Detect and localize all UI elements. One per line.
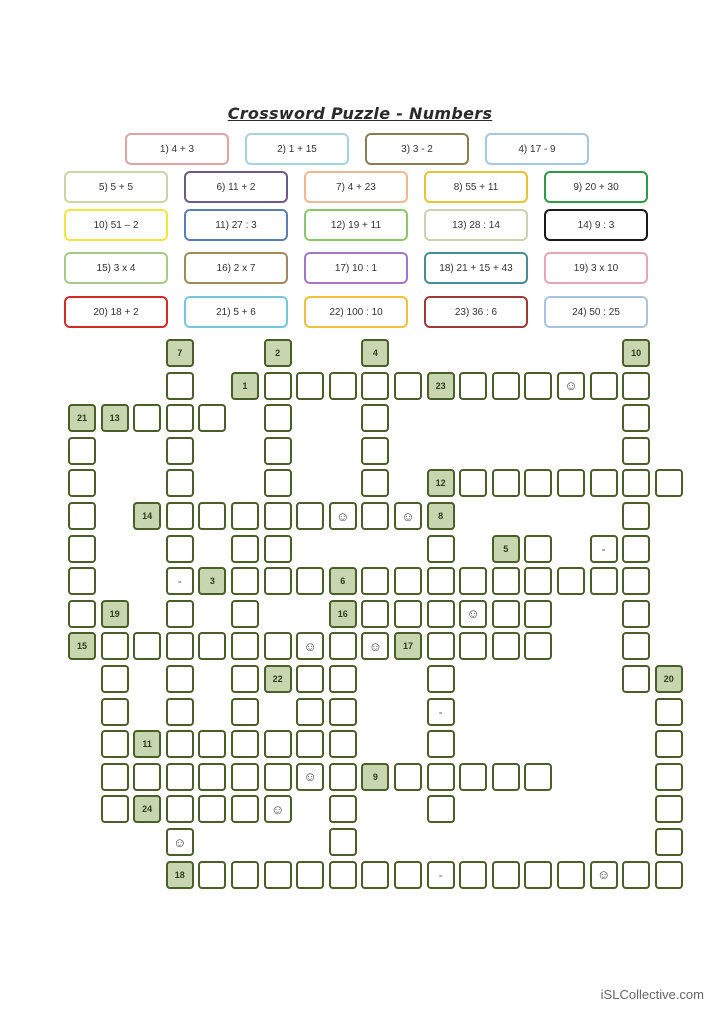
numbered-cell[interactable]: 9 (361, 763, 389, 791)
letter-cell[interactable] (361, 437, 389, 465)
letter-cell[interactable] (329, 632, 357, 660)
letter-cell[interactable] (524, 372, 552, 400)
letter-cell[interactable] (329, 665, 357, 693)
letter-cell[interactable] (492, 600, 520, 628)
letter-cell[interactable] (590, 567, 618, 595)
numbered-cell[interactable]: 19 (101, 600, 129, 628)
letter-cell[interactable] (264, 632, 292, 660)
smiley-icon: ☺ (368, 638, 383, 654)
letter-cell[interactable] (622, 502, 650, 530)
letter-cell[interactable] (264, 469, 292, 497)
letter-cell[interactable] (361, 372, 389, 400)
letter-cell[interactable] (231, 763, 259, 791)
numbered-cell[interactable]: 5 (492, 535, 520, 563)
clue-box: 12) 19 + 11 (304, 209, 408, 241)
letter-cell[interactable] (622, 665, 650, 693)
smiley-icon: ☺ (173, 834, 187, 850)
numbered-cell[interactable]: 7 (166, 339, 194, 367)
letter-cell[interactable] (133, 632, 161, 660)
letter-cell[interactable] (264, 372, 292, 400)
clue-box: 8) 55 + 11 (424, 171, 528, 203)
letter-cell[interactable] (296, 567, 324, 595)
letter-cell[interactable] (622, 567, 650, 595)
letter-cell[interactable] (231, 567, 259, 595)
letter-cell[interactable] (329, 795, 357, 823)
letter-cell[interactable] (557, 861, 585, 889)
numbered-cell[interactable]: 20 (655, 665, 683, 693)
letter-cell[interactable] (622, 404, 650, 432)
clue-box: 19) 3 x 10 (544, 252, 648, 284)
letter-cell[interactable] (524, 469, 552, 497)
letter-cell[interactable] (622, 861, 650, 889)
letter-cell[interactable] (68, 437, 96, 465)
letter-cell[interactable] (492, 861, 520, 889)
letter-cell[interactable] (296, 665, 324, 693)
letter-cell[interactable] (296, 763, 324, 791)
letter-cell[interactable] (264, 502, 292, 530)
letter-cell[interactable] (231, 502, 259, 530)
letter-cell[interactable] (492, 567, 520, 595)
letter-cell[interactable] (655, 698, 683, 726)
letter-cell[interactable] (329, 861, 357, 889)
clue-box: 13) 28 : 14 (424, 209, 528, 241)
letter-cell[interactable] (590, 469, 618, 497)
smiley-icon: ☺ (270, 801, 285, 817)
letter-cell[interactable] (329, 372, 357, 400)
hyphen-mark: - (438, 704, 443, 719)
letter-cell[interactable] (394, 763, 422, 791)
clue-box: 22) 100 : 10 (304, 296, 408, 328)
letter-cell[interactable] (198, 795, 226, 823)
letter-cell[interactable] (166, 698, 194, 726)
letter-cell[interactable] (361, 567, 389, 595)
letter-cell[interactable] (166, 730, 194, 758)
letter-cell[interactable] (231, 535, 259, 563)
clue-box: 6) 11 + 2 (184, 171, 288, 203)
clue-box: 11) 27 : 3 (184, 209, 288, 241)
letter-cell[interactable] (427, 600, 455, 628)
clue-box: 15) 3 x 4 (64, 252, 168, 284)
clue-box: 17) 10 : 1 (304, 252, 408, 284)
clue-box: 7) 4 + 23 (304, 171, 408, 203)
letter-cell[interactable] (296, 372, 324, 400)
letter-cell[interactable] (264, 567, 292, 595)
worksheet-title: Crossword Puzzle - Numbers (227, 104, 493, 123)
letter-cell[interactable] (133, 763, 161, 791)
letter-cell[interactable] (590, 372, 618, 400)
letter-cell[interactable] (68, 469, 96, 497)
letter-cell[interactable] (329, 828, 357, 856)
letter-cell[interactable] (590, 861, 618, 889)
letter-cell[interactable] (361, 861, 389, 889)
smiley-icon: ☺ (466, 606, 480, 622)
letter-cell[interactable] (622, 372, 650, 400)
letter-cell[interactable] (264, 404, 292, 432)
letter-cell[interactable] (459, 469, 487, 497)
numbered-cell[interactable]: 14 (133, 502, 161, 530)
letter-cell[interactable] (166, 404, 194, 432)
letter-cell[interactable] (622, 437, 650, 465)
letter-cell[interactable] (557, 372, 585, 400)
clue-box: 20) 18 + 2 (64, 296, 168, 328)
letter-cell[interactable] (655, 730, 683, 758)
letter-cell[interactable] (329, 763, 357, 791)
clue-box: 2) 1 + 15 (245, 133, 349, 165)
letter-cell[interactable] (459, 372, 487, 400)
letter-cell[interactable] (68, 567, 96, 595)
letter-cell[interactable] (492, 372, 520, 400)
letter-cell[interactable] (231, 665, 259, 693)
letter-cell[interactable] (166, 372, 194, 400)
numbered-cell[interactable]: 22 (264, 665, 292, 693)
hyphen-mark: - (438, 867, 443, 882)
letter-cell[interactable] (198, 632, 226, 660)
letter-cell[interactable] (296, 502, 324, 530)
numbered-cell[interactable]: 12 (427, 469, 455, 497)
letter-cell[interactable] (394, 861, 422, 889)
numbered-cell[interactable]: 1 (231, 372, 259, 400)
clue-box: 1) 4 + 3 (125, 133, 229, 165)
letter-cell[interactable] (166, 828, 194, 856)
letter-cell[interactable] (459, 632, 487, 660)
letter-cell[interactable] (427, 730, 455, 758)
letter-cell[interactable] (361, 404, 389, 432)
letter-cell[interactable] (427, 632, 455, 660)
smiley-icon: ☺ (596, 867, 611, 883)
letter-cell[interactable] (101, 632, 129, 660)
letter-cell[interactable] (264, 535, 292, 563)
letter-cell[interactable] (459, 763, 487, 791)
letter-cell[interactable] (655, 795, 683, 823)
numbered-cell[interactable]: 3 (198, 567, 226, 595)
numbered-cell[interactable]: 6 (329, 567, 357, 595)
letter-cell[interactable] (198, 502, 226, 530)
numbered-cell[interactable]: 17 (394, 632, 422, 660)
letter-cell[interactable] (329, 502, 357, 530)
letter-cell[interactable] (133, 404, 161, 432)
letter-cell[interactable] (198, 404, 226, 432)
letter-cell[interactable] (231, 730, 259, 758)
letter-cell[interactable] (427, 763, 455, 791)
letter-cell[interactable] (427, 567, 455, 595)
letter-cell[interactable] (361, 632, 389, 660)
letter-cell[interactable] (427, 535, 455, 563)
letter-cell[interactable] (427, 795, 455, 823)
smiley-icon: ☺ (303, 769, 317, 785)
letter-cell[interactable] (101, 730, 129, 758)
letter-cell[interactable] (394, 372, 422, 400)
numbered-cell[interactable]: 23 (427, 372, 455, 400)
letter-cell[interactable] (329, 730, 357, 758)
letter-cell[interactable] (427, 861, 455, 889)
smiley-icon: ☺ (564, 378, 578, 394)
letter-cell[interactable] (264, 861, 292, 889)
clue-box: 4) 17 - 9 (485, 133, 589, 165)
hyphen-mark: - (177, 574, 182, 589)
letter-cell[interactable] (557, 469, 585, 497)
letter-cell[interactable] (394, 567, 422, 595)
clue-box: 16) 2 x 7 (184, 252, 288, 284)
numbered-cell[interactable]: 8 (427, 502, 455, 530)
letter-cell[interactable] (231, 632, 259, 660)
clue-box: 18) 21 + 15 + 43 (424, 252, 528, 284)
letter-cell[interactable] (394, 502, 422, 530)
letter-cell[interactable] (655, 861, 683, 889)
letter-cell[interactable] (492, 763, 520, 791)
letter-cell[interactable] (296, 861, 324, 889)
letter-cell[interactable] (459, 600, 487, 628)
letter-cell[interactable] (524, 763, 552, 791)
smiley-icon: ☺ (401, 508, 415, 524)
letter-cell[interactable] (655, 828, 683, 856)
letter-cell[interactable] (264, 795, 292, 823)
letter-cell[interactable] (68, 535, 96, 563)
clue-box: 23) 36 : 6 (424, 296, 528, 328)
letter-cell[interactable] (166, 795, 194, 823)
numbered-cell[interactable]: 10 (622, 339, 650, 367)
letter-cell[interactable] (557, 567, 585, 595)
letter-cell[interactable] (524, 567, 552, 595)
letter-cell[interactable] (68, 600, 96, 628)
letter-cell[interactable] (101, 665, 129, 693)
letter-cell[interactable] (492, 632, 520, 660)
letter-cell[interactable] (166, 437, 194, 465)
letter-cell[interactable] (264, 763, 292, 791)
letter-cell[interactable] (622, 535, 650, 563)
letter-cell[interactable] (655, 763, 683, 791)
letter-cell[interactable] (166, 502, 194, 530)
letter-cell[interactable] (166, 469, 194, 497)
letter-cell[interactable] (427, 698, 455, 726)
letter-cell[interactable] (361, 469, 389, 497)
clue-box: 14) 9 : 3 (544, 209, 648, 241)
letter-cell[interactable] (524, 861, 552, 889)
numbered-cell[interactable]: 21 (68, 404, 96, 432)
letter-cell[interactable] (166, 665, 194, 693)
letter-cell[interactable] (296, 698, 324, 726)
letter-cell[interactable] (361, 502, 389, 530)
letter-cell[interactable] (524, 535, 552, 563)
clue-box: 24) 50 : 25 (544, 296, 648, 328)
numbered-cell[interactable]: 2 (264, 339, 292, 367)
letter-cell[interactable] (101, 698, 129, 726)
letter-cell[interactable] (264, 730, 292, 758)
letter-cell[interactable] (459, 567, 487, 595)
clue-box: 21) 5 + 6 (184, 296, 288, 328)
numbered-cell[interactable]: 16 (329, 600, 357, 628)
letter-cell[interactable] (198, 763, 226, 791)
clue-box: 3) 3 - 2 (365, 133, 469, 165)
letter-cell[interactable] (590, 535, 618, 563)
smiley-icon: ☺ (303, 638, 317, 654)
clue-box: 9) 20 + 30 (544, 171, 648, 203)
letter-cell[interactable] (198, 730, 226, 758)
letter-cell[interactable] (101, 763, 129, 791)
letter-cell[interactable] (166, 535, 194, 563)
letter-cell[interactable] (492, 469, 520, 497)
letter-cell[interactable] (524, 632, 552, 660)
letter-cell[interactable] (622, 600, 650, 628)
letter-cell[interactable] (198, 861, 226, 889)
numbered-cell[interactable]: 15 (68, 632, 96, 660)
letter-cell[interactable] (427, 665, 455, 693)
letter-cell[interactable] (101, 795, 129, 823)
letter-cell[interactable] (231, 795, 259, 823)
numbered-cell[interactable]: 18 (166, 861, 194, 889)
numbered-cell[interactable]: 24 (133, 795, 161, 823)
numbered-cell[interactable]: 13 (101, 404, 129, 432)
letter-cell[interactable] (622, 632, 650, 660)
letter-cell[interactable] (655, 469, 683, 497)
letter-cell[interactable] (361, 600, 389, 628)
numbered-cell[interactable]: 4 (361, 339, 389, 367)
letter-cell[interactable] (231, 600, 259, 628)
letter-cell[interactable] (622, 469, 650, 497)
letter-cell[interactable] (166, 763, 194, 791)
letter-cell[interactable] (459, 861, 487, 889)
letter-cell[interactable] (329, 698, 357, 726)
watermark: iSLCollective.com (600, 987, 704, 1002)
numbered-cell[interactable]: 11 (133, 730, 161, 758)
letter-cell[interactable] (296, 632, 324, 660)
letter-cell[interactable] (166, 632, 194, 660)
clue-box: 5) 5 + 5 (64, 171, 168, 203)
smiley-icon: ☺ (336, 508, 350, 524)
hyphen-mark: - (601, 541, 606, 556)
letter-cell[interactable] (166, 567, 194, 595)
letter-cell[interactable] (68, 502, 96, 530)
letter-cell[interactable] (264, 437, 292, 465)
letter-cell[interactable] (394, 600, 422, 628)
letter-cell[interactable] (231, 698, 259, 726)
letter-cell[interactable] (524, 600, 552, 628)
clue-box: 10) 51 – 2 (64, 209, 168, 241)
letter-cell[interactable] (166, 600, 194, 628)
letter-cell[interactable] (296, 730, 324, 758)
letter-cell[interactable] (231, 861, 259, 889)
